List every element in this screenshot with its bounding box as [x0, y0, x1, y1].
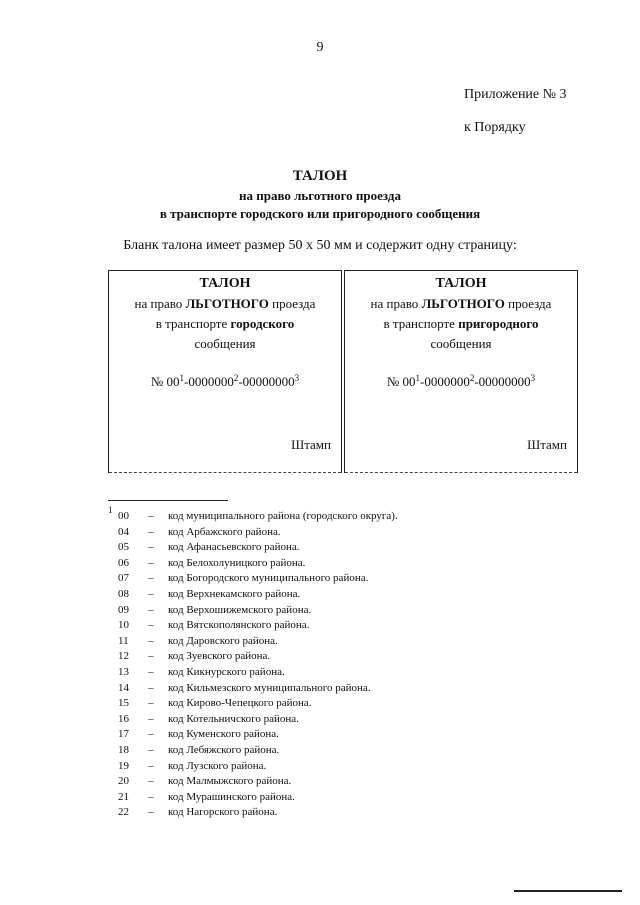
footnote-text: код Верхнекамского района. [168, 587, 301, 600]
footnote-list [118, 509, 398, 821]
footnote-code: 10 [118, 619, 129, 632]
footnote-text: код Даровского района. [168, 634, 278, 647]
intro-paragraph: Бланк талона имеет размер 50 х 50 мм и содержит одну страницу: [123, 238, 517, 253]
footnote-row [118, 665, 398, 681]
talon-number [109, 372, 341, 392]
footnote-row [118, 603, 398, 619]
footnote-code: 14 [118, 681, 129, 694]
footnote-code: 06 [118, 556, 129, 569]
talon-number-prefix: № 00 [150, 374, 180, 389]
footnote-code: 21 [118, 790, 129, 803]
footnote-row [118, 525, 398, 541]
talon-line-1-bold: ЛЬГОТНОГО [185, 296, 269, 311]
footnote-row [118, 696, 398, 712]
footnote-text: код Арбажского района. [168, 525, 281, 538]
footnote-dash: – [148, 556, 154, 569]
footnote-dash: – [148, 603, 154, 616]
talon-line-3: сообщения [194, 336, 256, 351]
talon-number [345, 372, 577, 392]
talon-line-1 [345, 294, 577, 314]
talon-suburban [344, 270, 578, 473]
footnote-dash: – [148, 665, 154, 678]
footnote-dash: – [148, 541, 154, 554]
footnote-dash: – [148, 697, 154, 710]
footnote-row [118, 774, 398, 790]
footnote-text: код Белохолуницкого района. [168, 556, 306, 569]
footnote-dash: – [148, 572, 154, 585]
talon-number-prefix: № 00 [386, 374, 416, 389]
talon-number-end: -00000000 [474, 374, 531, 389]
talon-bottom-border [345, 472, 577, 473]
footnote-text: код Мурашинского района. [168, 790, 295, 803]
talon-line-1 [109, 294, 341, 314]
talon-number-sup-1: 1 [179, 373, 184, 383]
footnote-row [118, 649, 398, 665]
footnote-code: 18 [118, 743, 129, 756]
talon-number-sup-1: 1 [415, 373, 420, 383]
footnote-text: код Афанасьевского района. [168, 541, 300, 554]
footnote-code: 20 [118, 775, 129, 788]
footnote-text: код Верхошижемского района. [168, 603, 312, 616]
talon-title: ТАЛОН [435, 276, 487, 291]
talon-number-sup-2: 2 [233, 373, 239, 383]
footnote-row [118, 556, 398, 572]
talon-line-3: сообщения [430, 336, 492, 351]
footnote-dash: – [148, 790, 154, 803]
talon-number-end: -00000000 [238, 374, 295, 389]
talon-bottom-border [109, 472, 341, 473]
footnote-text: код Зуевского района. [168, 650, 271, 663]
footnote-dash: – [148, 712, 154, 725]
talon-number-sup-3: 3 [294, 373, 300, 383]
footnote-dash: – [148, 587, 154, 600]
footnote-separator [108, 500, 228, 501]
talon-line-2-bold: пригородного [458, 316, 539, 331]
footnote-row [118, 790, 398, 806]
footnote-text: код Кирово-Чепецкого района. [168, 697, 312, 710]
bottom-rule [514, 890, 622, 892]
footnote-dash: – [148, 619, 154, 632]
talon-line-2-pre: в транспорте [155, 316, 231, 331]
page-number: 9 [316, 40, 324, 55]
footnote-text: код Богородского муниципального района. [168, 572, 369, 585]
footnote-mark: 1 [108, 505, 113, 515]
footnote-row [118, 743, 398, 759]
talon-line-1-pre: на право [134, 296, 186, 311]
appendix-reference: к Порядку [464, 120, 526, 135]
footnote-text: код Кикнурского района. [168, 665, 285, 678]
footnote-dash: – [148, 806, 154, 819]
document-subtitle-line-2: в транспорте городского или пригородного сообщения [159, 206, 481, 221]
footnote-code: 08 [118, 587, 129, 600]
footnote-text: код Нагорского района. [168, 806, 278, 819]
footnote-code: 16 [118, 712, 129, 725]
footnote-text: код Малмыжского района. [168, 775, 292, 788]
footnote-text: код муниципального района (городского округа). [168, 510, 398, 522]
footnote-dash: – [148, 650, 154, 663]
footnote-row [118, 712, 398, 728]
footnote-dash: – [148, 775, 154, 788]
talon-line-2 [109, 314, 341, 334]
footnote-row [118, 509, 398, 525]
footnote-row [118, 571, 398, 587]
footnote-code: 13 [118, 665, 129, 678]
talon-number-sup-2: 2 [469, 373, 475, 383]
footnote-code: 22 [118, 806, 129, 819]
footnote-row [118, 759, 398, 775]
footnote-dash: – [148, 525, 154, 538]
talon-line-1-bold: ЛЬГОТНОГО [421, 296, 505, 311]
footnote-dash: – [148, 728, 154, 741]
talon-stamp: Штамп [527, 437, 567, 452]
footnote-code: 17 [118, 728, 129, 741]
talon-line-1-post: проезда [504, 296, 552, 311]
footnote-row [118, 681, 398, 697]
talon-number-sup-3: 3 [530, 373, 536, 383]
footnote-text: код Лузского района. [168, 759, 267, 772]
footnote-row [118, 587, 398, 603]
talon-line-2-bold: городского [230, 316, 295, 331]
footnote-dash: – [148, 681, 154, 694]
footnote-code: 12 [118, 650, 129, 663]
footnote-row [118, 805, 398, 821]
document-subtitle-line-1: на право льготного проезда [239, 188, 401, 203]
footnote-dash: – [148, 743, 154, 756]
talon-number-mid: -0000000 [183, 374, 234, 389]
footnote-text: код Лебяжского района. [168, 743, 280, 756]
footnote-text: код Вятскополянского района. [168, 619, 310, 632]
footnote-code: 07 [118, 572, 129, 585]
footnote-code: 00 [118, 510, 129, 522]
footnote-code: 05 [118, 541, 129, 554]
footnote-row [118, 727, 398, 743]
talon-line-2 [345, 314, 577, 334]
footnote-code: 15 [118, 697, 129, 710]
footnote-text: код Котельничского района. [168, 712, 299, 725]
talon-urban [108, 270, 342, 473]
footnote-code: 19 [118, 759, 129, 772]
footnote-code: 04 [118, 525, 129, 538]
appendix-label: Приложение № 3 [464, 87, 567, 102]
footnote-row [118, 540, 398, 556]
footnote-code: 11 [118, 634, 129, 647]
footnote-dash: – [148, 634, 154, 647]
footnote-row [118, 618, 398, 634]
footnote-text: код Куменского района. [168, 728, 279, 741]
footnote-text: код Кильмезского муниципального района. [168, 681, 371, 694]
talon-line-1-pre: на право [370, 296, 422, 311]
footnote-dash: – [148, 759, 154, 772]
footnote-code: 09 [118, 603, 129, 616]
talon-stamp: Штамп [291, 437, 331, 452]
document-title: ТАЛОН [292, 168, 348, 184]
talon-title: ТАЛОН [199, 276, 251, 291]
talon-line-1-post: проезда [268, 296, 316, 311]
footnote-row [118, 634, 398, 650]
talon-number-mid: -0000000 [419, 374, 470, 389]
footnote-dash: – [148, 510, 154, 522]
talon-line-2-pre: в транспорте [383, 316, 459, 331]
